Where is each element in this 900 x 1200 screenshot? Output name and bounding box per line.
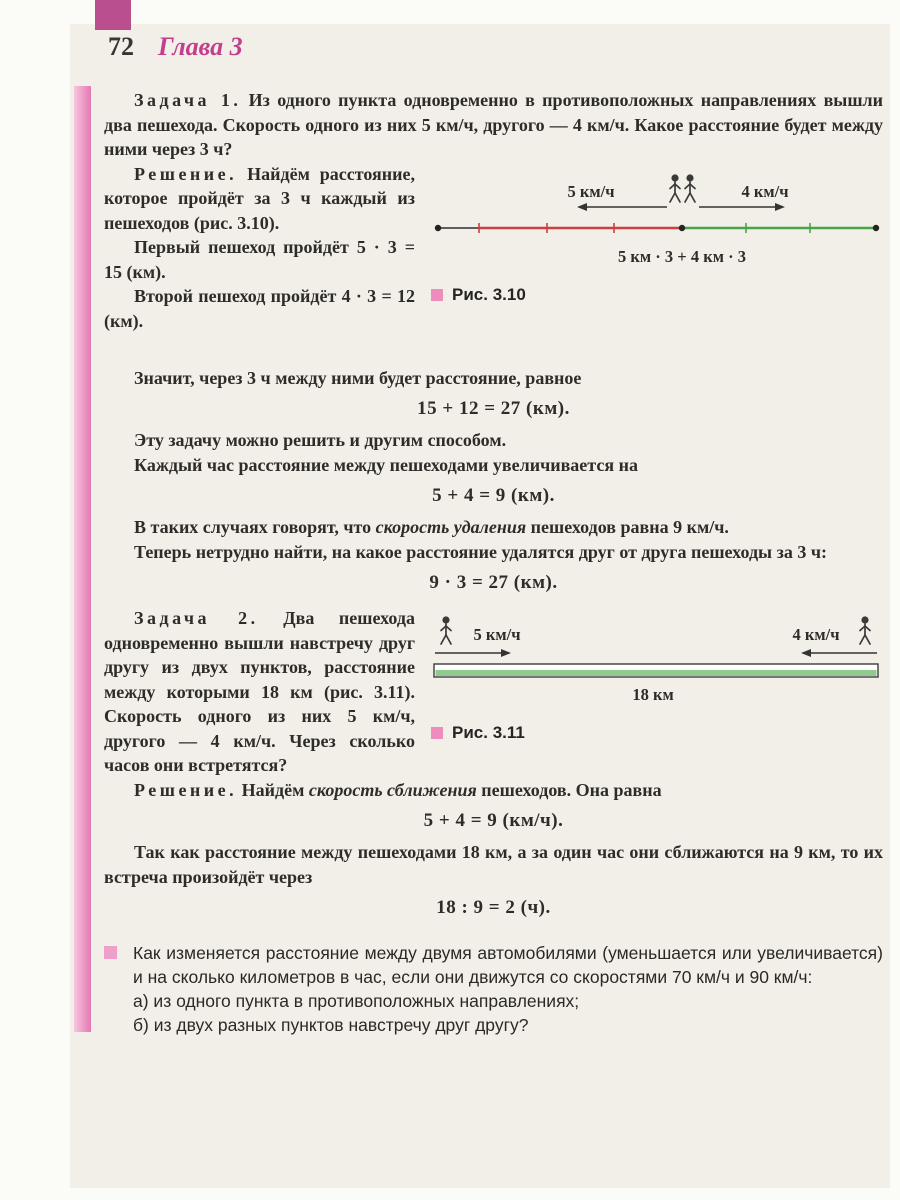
question-item-b: б) из двух разных пунктов навстречу друг другу? [133,1015,529,1035]
speed-left-label: 5 км/ч [567,181,615,201]
speed-left-label: 5 км/ч [473,625,521,644]
speed-right-label: 4 км/ч [792,625,840,644]
figure-3-11-drawing [431,610,883,710]
equation-4: 5 + 4 = 9 (км/ч). [423,810,564,831]
solution1-p3: Второй пешеход пройдёт 4 · 3 = 12 (км). [104,286,415,331]
chapter-title: Глава 3 [158,32,243,61]
solution1-p7c: пешеходов равна 9 км/ч. [526,517,729,537]
task1-paragraph [104,88,883,162]
pedestrian-icon [441,616,451,644]
solution1-p2: Первый пешеход пройдёт 5 · 3 = 15 (км). [104,237,415,282]
task1-label: Задача 1. [134,90,242,110]
task1-text: Из одного пункта одновременно в противоположных направлениях вышли два пешехода. Скорость одного из них 5 км/ч, другого — 4 км/ч. Какое расстояние будет между ними через 3 ч? [104,90,884,159]
left-arrow-icon [577,203,667,211]
pedestrian-icon [670,174,680,202]
figure-3-11-caption [431,723,883,743]
pedestrian-icon [685,174,695,202]
left-pointing-arrow-icon [801,649,877,657]
figure-caption-text: Рис. 3.11 [452,723,525,742]
solution2-p1a: Найдём [241,779,309,800]
distance-bar [434,664,878,677]
solution1-p7a: В таких случаях говорят, что [134,517,376,537]
equation-2: 5 + 4 = 9 (км). [432,485,555,506]
question-bullet-icon [104,946,117,959]
figure-caption-text: Рис. 3.10 [452,284,526,304]
figure-bullet-icon [431,727,443,739]
solution1-p6: Каждый час расстояние между пешеходами увеличивается на [134,454,638,475]
page-number: 72 [108,32,134,61]
solution2-intro [104,778,883,803]
closing-speed-term-italic: скорость сближения [308,779,477,800]
task2-section [104,606,883,778]
equation-3: 9 · 3 = 27 (км). [429,572,558,593]
question-text: Как изменяется расстояние между двумя автомобилями (уменьшается или увеличивается) и на сколько километров в час, если они движутся со скоростями 70 км/ч и 90 км/ч: [133,943,883,987]
distance-line [435,223,879,233]
equation-1: 15 + 12 = 27 (км). [417,398,570,419]
question-item-a: а) из одного пункта в противоположных направлениях; [133,991,580,1011]
figure-3-11 [431,610,883,743]
page-header [108,32,243,62]
solution1-p8: Теперь нетрудно найти, на какое расстояние удалятся друг от друга пешеходы за 3 ч: [134,541,827,562]
task2-text: Два пешехода одновременно вышли навстречу друг другу из двух пунктов, расстояние между которыми 18 км (рис. 3.11). Скорость одного из них 5 км/ч, другого — 4 км/ч. Через сколько часов они встретятся? [104,608,415,775]
figure-3-10-caption [431,285,883,305]
question-block [104,941,883,1037]
pedestrian-icon [860,616,870,644]
distance-label: 18 км [632,685,674,704]
figure-bullet-icon [431,289,443,301]
right-arrow-icon [699,203,785,211]
solution1-p1: Найдём расстояние, которое пройдёт за 3 ч каждый из пешеходов (рис. 3.10). [104,163,415,233]
speed-term-italic: скорость удаления [375,517,527,537]
solution2-p1c: пешеходов. Она равна [476,779,662,800]
solution1-label: Решение. [134,163,238,184]
solution1-p5: Эту задачу можно решить и другим способом. [134,430,507,450]
corner-tab [95,0,131,30]
solution1-p7 [104,515,883,540]
figure-3-10 [431,166,883,362]
side-accent-strip [74,86,91,1032]
right-pointing-arrow-icon [435,649,511,657]
task2-label: Задача 2. [134,608,259,628]
solution2-p2: Так как расстояние между пешеходами 18 км, а за один час они сближаются на 9 км, то их встреча произойдёт через [104,842,883,887]
solution2-label: Решение. [134,779,238,800]
solution1-p4: Значит, через 3 ч между ними будет расстояние, равное [134,367,582,388]
figure-formula: 5 км · 3 + 4 км · 3 [618,246,746,266]
question-body [133,941,883,1037]
solution1-section [104,162,883,595]
page-content [104,88,883,1037]
equation-5: 18 : 9 = 2 (ч). [436,897,551,918]
speed-right-label: 4 км/ч [741,181,789,201]
figure-3-10-drawing [431,166,883,272]
